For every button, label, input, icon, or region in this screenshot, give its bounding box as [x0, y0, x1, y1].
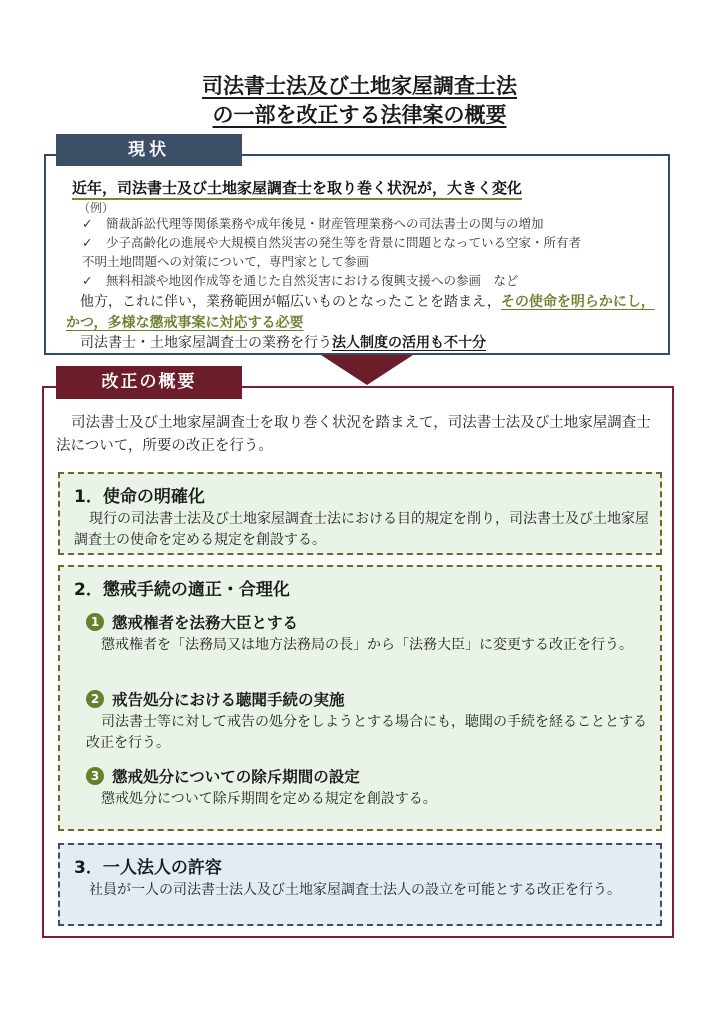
title-line-2: の一部を改正する法律案の概要 [212, 103, 507, 127]
subsection-title [86, 688, 652, 710]
subsection-title [86, 611, 652, 633]
example-label: （例） [78, 201, 115, 215]
status-bullet-list [82, 214, 662, 290]
check-icon: ✓ [82, 235, 93, 250]
section-single-member-corp [58, 843, 662, 926]
subsection-title-text: 戒告処分における聴聞手続の実施 [112, 691, 345, 709]
section-title: 1．使命の明確化 [74, 487, 205, 507]
section-title: 2．懲戒手続の適正・合理化 [74, 580, 290, 600]
subsection [86, 611, 652, 656]
status-bullet [82, 271, 662, 290]
bullet-continuation: 不明土地問題への対策について，専門家として参画 [82, 254, 370, 269]
p2-emphasis: 法人制度の活用も不十分 [332, 335, 486, 351]
section-body: 社員が一人の司法書士法人及び土地家屋調査士法人の設立を可能とする改正を行う。 [89, 882, 621, 898]
number-badge: 2 [86, 690, 104, 708]
subsection-body: 懲戒権者を「法務局又は地方法務局の長」から「法務大臣」に変更する改正を行う。 [101, 637, 633, 653]
subsection-title-text: 懲戒権者を法務大臣とする [112, 614, 299, 632]
section-body: 現行の司法書士法及び土地家屋調査士法における目的規定を削り，司法書士及び土地家屋調査士の使命を定める規定を創設する。 [74, 511, 649, 548]
status-label: 現状 [56, 134, 242, 166]
subsection-body: 懲戒処分について除斥期間を定める規定を創設する。 [101, 791, 437, 807]
section-discipline [58, 565, 662, 831]
title-line-1: 司法書士法及び土地家屋調査士法 [202, 74, 517, 98]
revision-intro: 司法書士及び土地家屋調査士を取り巻く状況を踏まえて，司法書士法及び土地家屋調査士法について，所要の改正を行う。 [56, 415, 651, 454]
number-badge: 1 [86, 613, 104, 631]
p1-emphasis: その使命を明らかにし，かつ，多様な懲戒事案に対応する必要 [66, 294, 655, 331]
subsection-body: 司法書士等に対して戒告の処分をしようとする場合にも，聴聞の手続を経ることとする改正を行う。 [86, 714, 647, 751]
subsection-title [86, 765, 652, 787]
number-badge: 3 [86, 767, 104, 785]
status-bullet [82, 214, 662, 233]
status-bullet [82, 233, 662, 252]
bullet-text: 少子高齢化の進展や大規模自然災害の発生等を背景に問題となっている空家・所有者 [106, 235, 582, 250]
page-title [0, 72, 719, 130]
status-paragraph-2 [80, 333, 486, 353]
section-title: 3．一人法人の許容 [74, 858, 222, 878]
p2-text: 司法書士・土地家屋調査士の業務を行う [80, 335, 332, 351]
subsection [86, 688, 652, 754]
bullet-text: 簡裁訴訟代理等関係業務や成年後見・財産管理業務への司法書士の関与の増加 [106, 216, 544, 231]
section-mission [58, 472, 662, 555]
check-icon: ✓ [82, 216, 93, 231]
status-heading: 近年，司法書士及び土地家屋調査士を取り巻く状況が，大きく変化 [72, 178, 522, 200]
bullet-text: 無料相談や地図作成等を通じた自然災害における復興支援への参画 など [106, 273, 519, 288]
status-paragraph-1 [66, 292, 664, 334]
p1-text: 他方，これに伴い，業務範囲が幅広いものとなったことを踏まえ， [80, 294, 501, 310]
check-icon: ✓ [82, 273, 93, 288]
down-arrow-icon [321, 355, 413, 385]
subsection [86, 765, 652, 810]
revision-label: 改正の概要 [56, 366, 242, 399]
subsection-title-text: 懲戒処分についての除斥期間の設定 [112, 768, 360, 786]
